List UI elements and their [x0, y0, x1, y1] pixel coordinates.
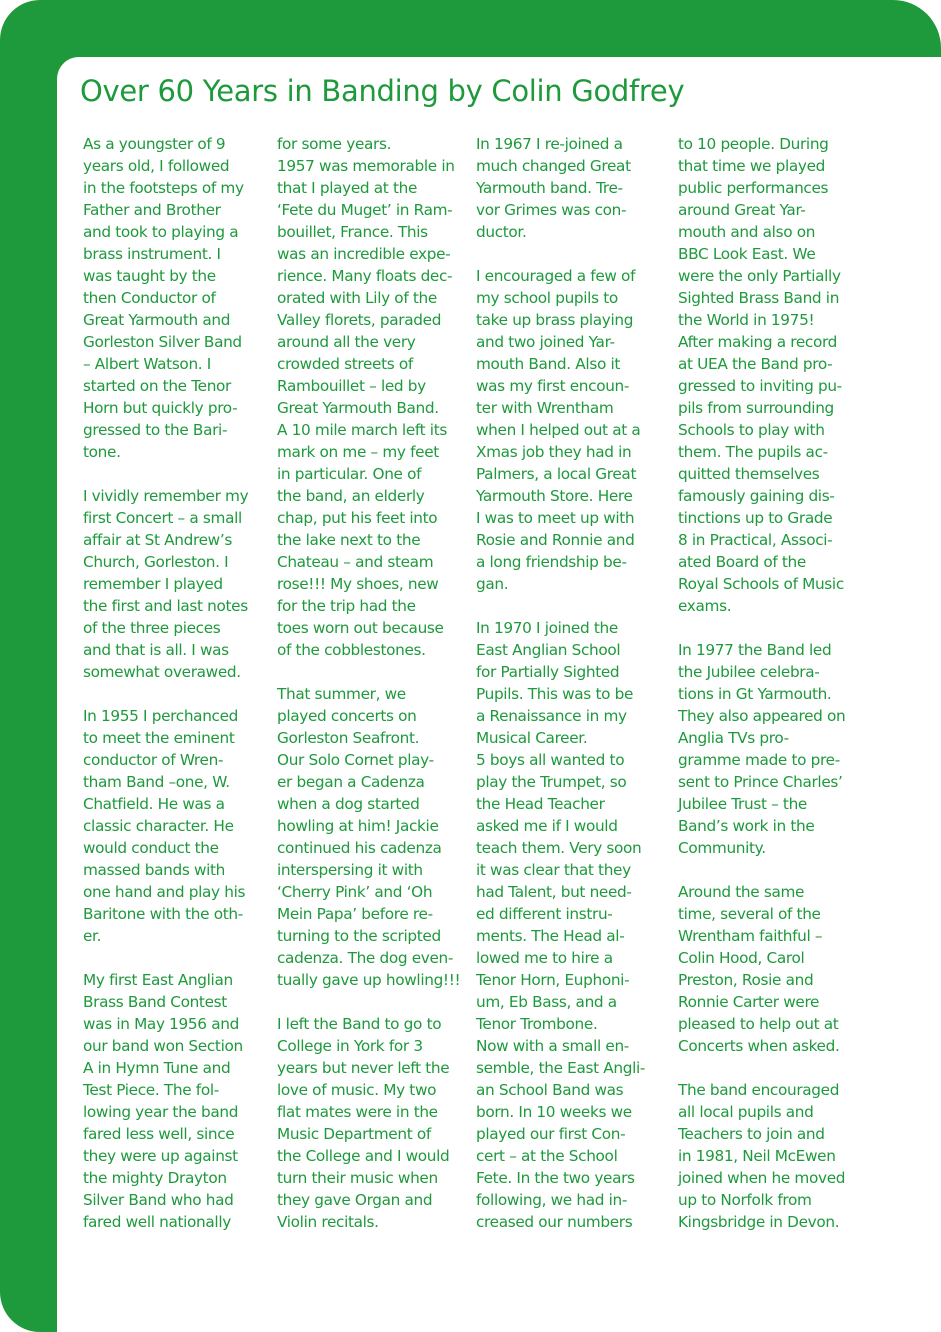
text-line: at UEA the Band pro- — [678, 355, 833, 373]
text-line: the lake next to the — [277, 531, 421, 549]
text-line: then Conductor of — [83, 289, 216, 307]
text-line: mark on me – my feet — [277, 443, 439, 461]
text-line: classic character. He — [83, 817, 234, 835]
text-line: Schools to play with — [678, 421, 825, 439]
text-line: Tenor Trombone. — [476, 1015, 598, 1033]
text-line: in the footsteps of my — [83, 179, 244, 197]
article-column-1 — [83, 133, 263, 1233]
text-line: the band, an elderly — [277, 487, 425, 505]
text-line: and that is all. I was — [83, 641, 229, 659]
article-column-4 — [678, 133, 863, 1233]
text-line: to meet the eminent — [83, 729, 235, 747]
text-line: ed different instru- — [476, 905, 613, 923]
text-line: tinctions up to Grade — [678, 509, 833, 527]
text-line: the Jubilee celebra- — [678, 663, 820, 681]
text-line: Yarmouth band. Tre- — [476, 179, 623, 197]
text-line: it was clear that they — [476, 861, 631, 879]
text-line: Teachers to join and — [678, 1125, 825, 1143]
text-line: around Great Yar- — [678, 201, 806, 219]
text-line: Fete. In the two years — [476, 1169, 635, 1187]
text-line: love of music. My two — [277, 1081, 437, 1099]
paragraph-gap — [277, 991, 467, 1013]
text-line: orated with Lily of the — [277, 289, 437, 307]
text-line: lowing year the band — [83, 1103, 239, 1121]
text-line: gressed to inviting pu- — [678, 377, 842, 395]
text-line: they gave Organ and — [277, 1191, 433, 1209]
text-line: I was to meet up with — [476, 509, 635, 527]
text-line: vor Grimes was con- — [476, 201, 627, 219]
text-line: Now with a small en- — [476, 1037, 629, 1055]
text-line: first Concert – a small — [83, 509, 242, 527]
text-line: was my first encoun- — [476, 377, 630, 395]
text-line: gressed to the Bari- — [83, 421, 228, 439]
text-line: conductor of Wren- — [83, 751, 224, 769]
text-line: interspersing it with — [277, 861, 423, 879]
text-line: they were up against — [83, 1147, 238, 1165]
paragraph-gap — [277, 661, 467, 683]
text-line: In 1970 I joined the — [476, 619, 618, 637]
text-line: asked me if I would — [476, 817, 618, 835]
text-line: exams. — [678, 597, 732, 615]
text-line: gan. — [476, 575, 509, 593]
text-line: Royal Schools of Music — [678, 575, 844, 593]
paragraph-gap — [678, 1057, 863, 1079]
text-line: teach them. Very soon — [476, 839, 642, 857]
text-line: a Renaissance in my — [476, 707, 627, 725]
text-line: Chatfield. He was a — [83, 795, 225, 813]
text-line: cadenza. The dog even- — [277, 949, 454, 967]
paragraph-gap — [476, 243, 661, 265]
text-line: Around the same — [678, 883, 805, 901]
text-line: was taught by the — [83, 267, 216, 285]
text-line: gramme made to pre- — [678, 751, 840, 769]
paragraph-gap — [83, 947, 263, 969]
text-line: Test Piece. The fol- — [83, 1081, 219, 1099]
text-line: BBC Look East. We — [678, 245, 816, 263]
text-line: Pupils. This was to be — [476, 685, 634, 703]
text-line: Musical Career. — [476, 729, 588, 747]
text-line: As a youngster of 9 — [83, 135, 226, 153]
paragraph-gap — [83, 463, 263, 485]
text-line: quitted themselves — [678, 465, 820, 483]
paragraph-gap — [83, 683, 263, 705]
text-line: Ronnie Carter were — [678, 993, 820, 1011]
article-column-2 — [277, 133, 467, 1233]
text-line: all local pupils and — [678, 1103, 814, 1121]
text-line: born. In 10 weeks we — [476, 1103, 632, 1121]
text-line: tions in Gt Yarmouth. — [678, 685, 832, 703]
text-line: Xmas job they had in — [476, 443, 632, 461]
text-line: My first East Anglian — [83, 971, 233, 989]
text-line: for the trip had the — [277, 597, 416, 615]
text-line: in 1981, Neil McEwen — [678, 1147, 836, 1165]
text-line: howling at him! Jackie — [277, 817, 439, 835]
text-line: rience. Many floats dec- — [277, 267, 453, 285]
text-line: Chateau – and steam — [277, 553, 434, 571]
text-line: Yarmouth Store. Here — [476, 487, 633, 505]
text-line: After making a record — [678, 333, 837, 351]
text-line: Gorleston Silver Band — [83, 333, 242, 351]
text-line: remember I played — [83, 575, 223, 593]
article-column-3 — [476, 133, 661, 1233]
article-title: Over 60 Years in Banding by Colin Godfrey — [80, 74, 685, 108]
text-line: a long friendship be- — [476, 553, 627, 571]
text-line: The band encouraged — [678, 1081, 840, 1099]
text-line: the College and I would — [277, 1147, 450, 1165]
text-line: in particular. One of — [277, 465, 422, 483]
text-line: for Partially Sighted — [476, 663, 620, 681]
text-line: In 1967 I re-joined a — [476, 135, 623, 153]
text-line: er began a Cadenza — [277, 773, 425, 791]
text-line: ‘Fete du Muget’ in Ram- — [277, 201, 453, 219]
text-line: I vividly remember my — [83, 487, 249, 505]
text-line: joined when he moved — [678, 1169, 846, 1187]
text-line: to 10 people. During — [678, 135, 829, 153]
text-line: mouth Band. Also it — [476, 355, 621, 373]
text-line: and took to playing a — [83, 223, 239, 241]
text-line: Baritone with the oth- — [83, 905, 243, 923]
text-line: Our Solo Cornet play- — [277, 751, 434, 769]
text-line: that time we played — [678, 157, 825, 175]
text-line: when I helped out at a — [476, 421, 641, 439]
text-line: turning to the scripted — [277, 927, 441, 945]
text-line: would conduct the — [83, 839, 219, 857]
text-line: up to Norfolk from — [678, 1191, 812, 1209]
text-line: Music Department of — [277, 1125, 431, 1143]
text-line: for some years. — [277, 135, 392, 153]
text-line: rose!!! My shoes, new — [277, 575, 439, 593]
text-line: East Anglian School — [476, 641, 621, 659]
text-line: one hand and play his — [83, 883, 246, 901]
text-line: toes worn out because — [277, 619, 444, 637]
text-line: Rosie and Ronnie and — [476, 531, 635, 549]
text-line: flat mates were in the — [277, 1103, 438, 1121]
text-line: that I played at the — [277, 179, 418, 197]
text-line: Mein Papa’ before re- — [277, 905, 433, 923]
text-line: continued his cadenza — [277, 839, 442, 857]
text-line: was an incredible expe- — [277, 245, 451, 263]
text-line: take up brass playing — [476, 311, 634, 329]
text-line: – Albert Watson. I — [83, 355, 211, 373]
text-line: chap, put his feet into — [277, 509, 438, 527]
text-line: my school pupils to — [476, 289, 618, 307]
text-line: I encouraged a few of — [476, 267, 636, 285]
text-line: years but never left the — [277, 1059, 450, 1077]
text-line: Palmers, a local Great — [476, 465, 637, 483]
text-line: started on the Tenor — [83, 377, 231, 395]
text-line: They also appeared on — [678, 707, 846, 725]
text-line: the Head Teacher — [476, 795, 605, 813]
text-line: A 10 mile march left its — [277, 421, 447, 439]
text-line: when a dog started — [277, 795, 420, 813]
text-line: College in York for 3 — [277, 1037, 423, 1055]
text-line: crowded streets of — [277, 355, 413, 373]
text-line: lowed me to hire a — [476, 949, 613, 967]
text-line: In 1977 the Band led — [678, 641, 832, 659]
text-line: ‘Cherry Pink’ and ‘Oh — [277, 883, 433, 901]
text-line: semble, the East Angli- — [476, 1059, 646, 1077]
text-line: Silver Band who had — [83, 1191, 234, 1209]
text-line: ated Board of the — [678, 553, 806, 571]
text-line: um, Eb Bass, and a — [476, 993, 617, 1011]
text-line: played our first Con- — [476, 1125, 626, 1143]
paragraph-gap — [678, 859, 863, 881]
text-line: tham Band –one, W. — [83, 773, 230, 791]
text-line: an School Band was — [476, 1081, 624, 1099]
text-line: had Talent, but need- — [476, 883, 632, 901]
text-line: our band won Section — [83, 1037, 243, 1055]
text-line: Colin Hood, Carol — [678, 949, 805, 967]
text-line: tone. — [83, 443, 121, 461]
text-line: pils from surrounding — [678, 399, 834, 417]
text-line: creased our numbers — [476, 1213, 633, 1231]
text-line: much changed Great — [476, 157, 631, 175]
text-line: Brass Band Contest — [83, 993, 227, 1011]
paragraph-gap — [678, 617, 863, 639]
paragraph-gap — [476, 595, 661, 617]
text-line: cert – at the School — [476, 1147, 618, 1165]
text-line: turn their music when — [277, 1169, 438, 1187]
text-line: 1957 was memorable in — [277, 157, 455, 175]
text-line: Father and Brother — [83, 201, 221, 219]
text-line: was in May 1956 and — [83, 1015, 239, 1033]
text-line: Wrentham faithful – — [678, 927, 823, 945]
text-line: were the only Partially — [678, 267, 841, 285]
text-line: the first and last notes — [83, 597, 248, 615]
text-line: 5 boys all wanted to — [476, 751, 625, 769]
text-line: Tenor Horn, Euphoni- — [476, 971, 630, 989]
text-line: Anglia TVs pro- — [678, 729, 789, 747]
text-line: them. The pupils ac- — [678, 443, 828, 461]
text-line: sent to Prince Charles’ — [678, 773, 843, 791]
text-line: Community. — [678, 839, 766, 857]
text-line: play the Trumpet, so — [476, 773, 627, 791]
text-line: brass instrument. I — [83, 245, 221, 263]
text-line: fared well nationally — [83, 1213, 231, 1231]
text-line: mouth and also on — [678, 223, 816, 241]
text-line: and two joined Yar- — [476, 333, 615, 351]
text-line: pleased to help out at — [678, 1015, 839, 1033]
text-line: somewhat overawed. — [83, 663, 241, 681]
text-line: Gorleston Seafront. — [277, 729, 420, 747]
text-line: massed bands with — [83, 861, 226, 879]
text-line: fared less well, since — [83, 1125, 235, 1143]
text-line: I left the Band to go to — [277, 1015, 442, 1033]
text-line: Jubilee Trust – the — [678, 795, 807, 813]
text-line: famously gaining dis- — [678, 487, 835, 505]
text-line: time, several of the — [678, 905, 821, 923]
text-line: of the three pieces — [83, 619, 221, 637]
text-line: 8 in Practical, Associ- — [678, 531, 833, 549]
text-line: played concerts on — [277, 707, 417, 725]
text-line: Great Yarmouth Band. — [277, 399, 439, 417]
text-line: Horn but quickly pro- — [83, 399, 238, 417]
text-line: affair at St Andrew’s — [83, 531, 232, 549]
text-line: the mighty Drayton — [83, 1169, 227, 1187]
text-line: That summer, we — [277, 685, 406, 703]
text-line: bouillet, France. This — [277, 223, 428, 241]
text-line: ductor. — [476, 223, 527, 241]
text-line: Great Yarmouth and — [83, 311, 231, 329]
text-line: ter with Wrentham — [476, 399, 614, 417]
text-line: the World in 1975! — [678, 311, 815, 329]
text-line: Kingsbridge in Devon. — [678, 1213, 840, 1231]
text-line: Preston, Rosie and — [678, 971, 814, 989]
text-line: In 1955 I perchanced — [83, 707, 239, 725]
text-line: Sighted Brass Band in — [678, 289, 840, 307]
text-line: around all the very — [277, 333, 416, 351]
text-line: A in Hymn Tune and — [83, 1059, 231, 1077]
text-line: Violin recitals. — [277, 1213, 379, 1231]
text-line: Rambouillet – led by — [277, 377, 426, 395]
text-line: years old, I followed — [83, 157, 230, 175]
text-line: public performances — [678, 179, 829, 197]
text-line: ments. The Head al- — [476, 927, 625, 945]
text-line: Band’s work in the — [678, 817, 815, 835]
text-line: Church, Gorleston. I — [83, 553, 229, 571]
text-line: Valley florets, paraded — [277, 311, 442, 329]
text-line: Concerts when asked. — [678, 1037, 840, 1055]
text-line: of the cobblestones. — [277, 641, 426, 659]
text-line: tually gave up howling!!! — [277, 971, 461, 989]
text-line: er. — [83, 927, 102, 945]
text-line: following, we had in- — [476, 1191, 628, 1209]
